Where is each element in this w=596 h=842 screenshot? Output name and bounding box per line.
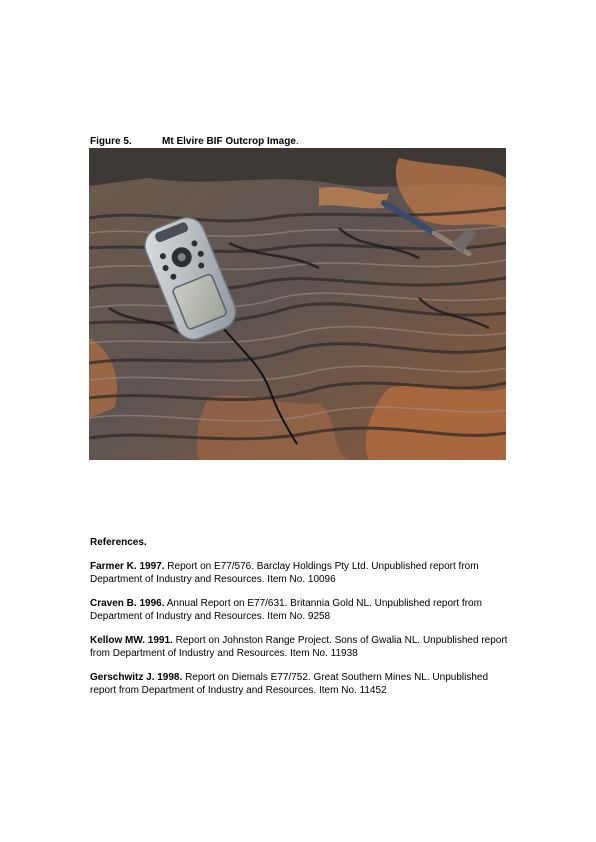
reference-item bbox=[90, 598, 510, 623]
reference-item bbox=[90, 635, 510, 660]
reference-author: Farmer K. 1997. bbox=[90, 561, 165, 572]
reference-item bbox=[90, 672, 510, 697]
figure-title-period: . bbox=[295, 136, 299, 147]
reference-item bbox=[90, 561, 510, 586]
reference-text: Report on Diemals E77/752. Great Southern Mines NL. Unpublished report from Department of Industry and Resources. Item No. 11452 bbox=[90, 672, 489, 696]
reference-author: Kellow MW. 1991. bbox=[90, 635, 173, 646]
figure-caption bbox=[90, 136, 299, 148]
reference-author: Gerschwitz J. 1998. bbox=[90, 672, 183, 683]
references-list bbox=[90, 561, 510, 709]
references-heading: References. bbox=[90, 537, 147, 548]
figure-number: Figure 5. bbox=[90, 136, 132, 147]
reference-text: Report on Johnston Range Project. Sons of Gwalia NL. Unpublished report from Department of Industry and Resources. Item No. 11938 bbox=[90, 635, 508, 659]
figure-title: Mt Elvire BIF Outcrop Image bbox=[162, 136, 296, 147]
reference-author: Craven B. 1996. bbox=[90, 598, 165, 609]
outcrop-photo bbox=[89, 148, 506, 460]
reference-text: Report on E77/576. Barclay Holdings Pty Ltd. Unpublished report from Department of Industry and Resources. Item No. 10096 bbox=[90, 561, 479, 585]
reference-text: Annual Report on E77/631. Britannia Gold NL. Unpublished report from Department of Industry and Resources. Item No. 9258 bbox=[90, 598, 482, 622]
